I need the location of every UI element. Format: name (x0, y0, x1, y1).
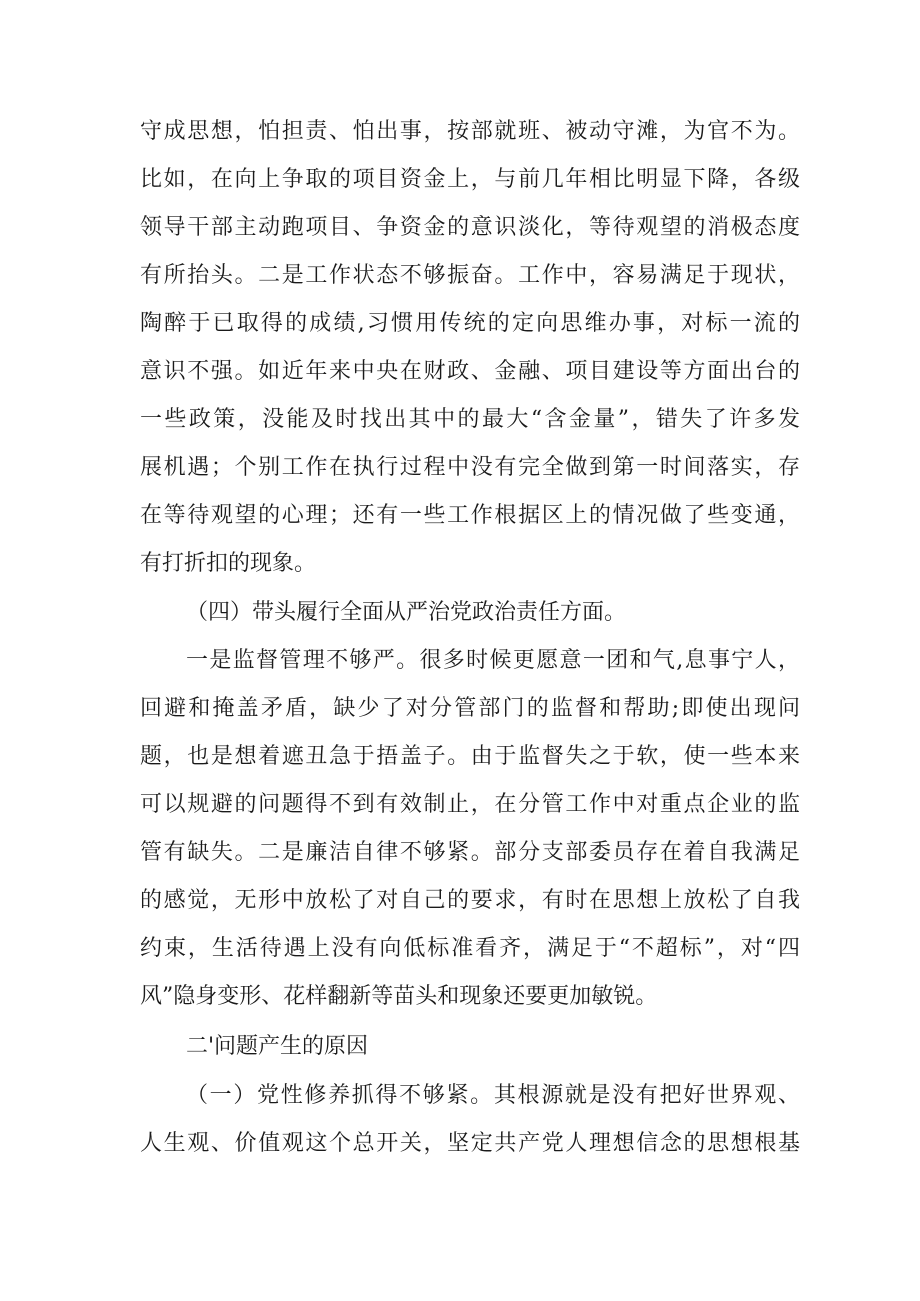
paragraph-line: 一是监督管理不够严。很多时候更愿意一团和气,息事宁人， (186, 648, 800, 673)
paragraph-line: 回避和掩盖矛盾，缺少了对分管部门的监督和帮助;即使出现问 (140, 696, 800, 721)
paragraph-line: 陶醉于已取得的成绩,习惯用传统的定向思维办事，对标一流的 (140, 311, 800, 336)
paragraph-line: （一）党性修养抓得不够紧。其根源就是没有把好世界观、 (186, 1083, 800, 1108)
paragraph-line: 约束，生活待遇上没有向低标准看齐，满足于“不超标”，对“四 (140, 936, 800, 961)
paragraph-line: 风”隐身变形、花样翻新等苗头和现象还要更加敏锐。 (140, 984, 658, 1009)
paragraph-line: 的感觉，无形中放松了对自己的要求，有时在思想上放松了自我 (140, 888, 800, 913)
paragraph-line: 有所抬头。二是工作状态不够振奋。工作中，容易满足于现状， (140, 263, 800, 288)
paragraph-line: 意识不强。如近年来中央在财政、金融、项目建设等方面出台的 (140, 359, 800, 384)
section-subheading: （四）带头履行全面从严治党政治责任方面。 (186, 600, 627, 625)
paragraph-line: 比如，在向上争取的项目资金上，与前几年相比明显下降，各级 (140, 167, 800, 192)
paragraph-line: 人生观、价值观这个总开关，坚定共产党人理想信念的思想根基 (140, 1131, 800, 1156)
paragraph-line: 守成思想，怕担责、怕出事，按部就班、被动守滩，为官不为。 (140, 119, 800, 144)
paragraph-line: 展机遇；个别工作在执行过程中没有完全做到第一时间落实，存 (140, 455, 800, 480)
paragraph-line: 有打折扣的现象。 (140, 551, 317, 576)
paragraph-line: 领导干部主动跑项目、争资金的意识淡化，等待观望的消极态度 (140, 215, 800, 240)
paragraph-line: 管有缺失。二是廉洁自律不够紧。部分支部委员存在着自我满足 (140, 840, 800, 865)
paragraph-line: 可以规避的问题得不到有效制止，在分管工作中对重点企业的监 (140, 792, 800, 817)
paragraph-line: 在等待观望的心理；还有一些工作根据区上的情况做了些变通， (140, 503, 800, 528)
paragraph-line: 题，也是想着遮丑急于捂盖子。由于监督失之于软，使一些本来 (140, 744, 800, 769)
paragraph-line: 一些政策，没能及时找出其中的最大“含金量”，错失了许多发 (140, 407, 800, 432)
section-heading: 二'问题产生的原因 (186, 1034, 369, 1059)
